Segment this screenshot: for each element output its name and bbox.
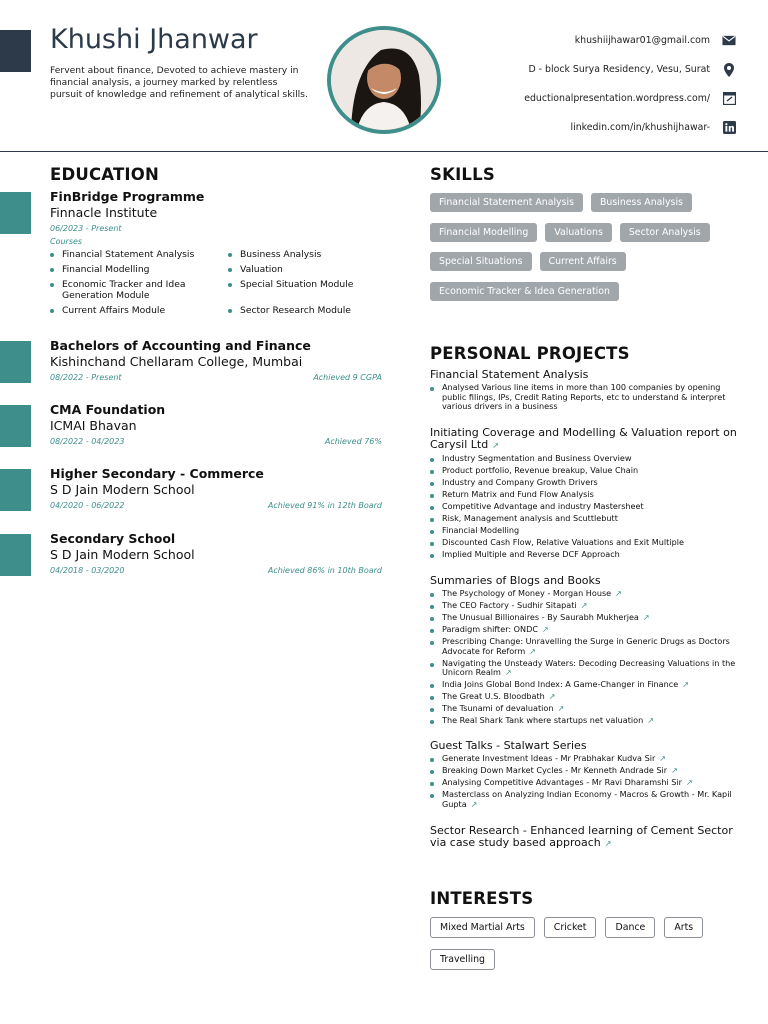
blog-link-text[interactable]: The Real Shark Tank where startups net valuation [442, 715, 644, 725]
contact-website-text[interactable]: eductionalpresentation.wordpress.com/ [524, 93, 710, 104]
education-degree: FinBridge Programme [50, 189, 205, 204]
external-link-icon[interactable]: ↗ [685, 778, 693, 787]
skill-tag: Valuations [545, 223, 612, 242]
education-achievement: Achieved 91% in 12th Board [267, 501, 382, 510]
course-item: Sector Research Module [228, 305, 382, 316]
blog-link-item[interactable] [430, 692, 738, 702]
blog-link-item[interactable] [430, 589, 738, 599]
blog-link-text[interactable]: Prescribing Change: Unravelling the Surge in Generic Drugs as Doctors Advocate for Reform [442, 636, 730, 656]
blog-link-text[interactable]: The CEO Factory - Sudhir Sitapati [442, 600, 577, 610]
education-entry [50, 466, 382, 511]
interest-tag: Dance [605, 917, 655, 938]
talk-link-text[interactable]: Generate Investment Ideas - Mr Prabhakar Kudva Sir [442, 753, 656, 763]
skill-tag: Current Affairs [540, 252, 626, 271]
skill-tag: Financial Modelling [430, 223, 537, 242]
profile-photo-illustration [331, 30, 437, 130]
course-item: Financial Modelling [50, 264, 228, 275]
education-institution: ICMAI Bhavan [50, 418, 137, 433]
blog-link-text[interactable]: India Joins Global Bond Index: A Game-Changer in Finance [442, 679, 679, 689]
education-achievement: Achieved 76% [324, 437, 382, 446]
education-marker-1 [0, 192, 31, 234]
education-institution: S D Jain Modern School [50, 482, 195, 497]
education-institution: Finnacle Institute [50, 205, 158, 220]
project-bullets [430, 754, 738, 809]
projects-heading: PERSONAL PROJECTS [430, 344, 630, 363]
contact-list [476, 26, 736, 142]
blog-link-item[interactable] [430, 613, 738, 623]
linkedin-icon [722, 121, 736, 135]
course-item: Special Situation Module [228, 279, 382, 301]
project-bullet: Return Matrix and Fund Flow Analysis [430, 490, 738, 500]
project-bullets [430, 383, 738, 412]
interest-tag: Cricket [544, 917, 597, 938]
courses-label: Courses [50, 237, 83, 246]
interest-tag: Mixed Martial Arts [430, 917, 535, 938]
course-item: Valuation [228, 264, 382, 275]
education-dates: 08/2022 - Present [50, 373, 122, 382]
education-entry [50, 338, 382, 383]
project-bullet: Industry Segmentation and Business Overview [430, 454, 738, 464]
education-institution: S D Jain Modern School [50, 547, 195, 562]
skill-tag: Special Situations [430, 252, 532, 271]
contact-address-text: D - block Surya Residency, Vesu, Surat [528, 64, 710, 75]
education-meta [50, 437, 382, 447]
education-entry [50, 402, 382, 447]
education-entry [50, 189, 382, 320]
external-link-icon[interactable]: ↗ [647, 716, 654, 725]
education-marker-5 [0, 534, 31, 576]
project-carysil-coverage [430, 427, 738, 562]
external-link-icon[interactable]: ↗ [548, 692, 556, 701]
project-title: Guest Talks - Stalwart Series [430, 739, 587, 752]
talk-link-text[interactable]: Breaking Down Market Cycles - Mr Kenneth Andrade Sir [442, 765, 668, 775]
skill-tag: Financial Statement Analysis [430, 193, 583, 212]
education-meta [50, 373, 382, 383]
project-title: Summaries of Blogs and Books [430, 574, 601, 587]
external-link-icon[interactable]: ↗ [642, 613, 650, 622]
project-bullet: Competitive Advantage and industry Mastersheet [430, 502, 738, 512]
external-link-icon[interactable]: ↗ [615, 589, 622, 598]
external-link-icon[interactable]: ↗ [659, 754, 666, 763]
project-title[interactable] [430, 825, 738, 850]
project-title-text[interactable]: Sector Research - Enhanced learning of Cement Sector via case study based approach [430, 824, 733, 849]
interest-list [430, 917, 730, 981]
education-meta [50, 501, 382, 511]
talk-link-text[interactable]: Analysing Competitive Advantages - Mr Ravi Dharamshi Sir [442, 777, 682, 787]
education-marker-3 [0, 405, 31, 447]
header-accent-block [0, 30, 31, 72]
external-link-icon[interactable]: ↗ [492, 441, 499, 450]
skill-tag: Economic Tracker & Idea Generation [430, 282, 619, 301]
education-degree: Bachelors of Accounting and Finance [50, 338, 311, 353]
skill-tag: Sector Analysis [620, 223, 710, 242]
location-pin-icon [722, 63, 736, 77]
education-marker-4 [0, 469, 31, 511]
envelope-icon [722, 34, 736, 48]
blog-link-item[interactable] [430, 704, 738, 714]
education-dates: 04/2018 - 03/2020 [50, 566, 125, 575]
course-item: Economic Tracker and Idea Generation Module [50, 279, 228, 301]
project-bullets [430, 454, 738, 560]
profile-summary: Fervent about finance, Devoted to achieve mastery in financial analysis, a journey marked by relentless pursuit of knowledge and refinement of analytical skills. [50, 65, 308, 100]
blog-link-item[interactable] [430, 659, 738, 678]
education-dates: 08/2022 - 04/2023 [50, 437, 125, 446]
education-meta [50, 224, 382, 234]
education-dates: 06/2023 - Present [50, 224, 122, 233]
project-bullet: Industry and Company Growth Drivers [430, 478, 738, 488]
education-achievement: Achieved 86% in 10th Board [267, 566, 382, 575]
education-entry [50, 531, 382, 576]
interest-tag: Arts [664, 917, 703, 938]
blog-link-text[interactable]: The Tsunami of devaluation [442, 703, 554, 713]
interest-tag: Travelling [430, 949, 495, 970]
project-bullet: Implied Multiple and Reverse DCF Approach [430, 550, 738, 560]
course-item: Current Affairs Module [50, 305, 228, 316]
education-degree: Higher Secondary - Commerce [50, 466, 264, 481]
course-list [50, 249, 382, 320]
project-blog-summaries [430, 575, 738, 728]
header-divider [0, 151, 768, 152]
blog-link-item[interactable] [430, 625, 738, 635]
skills-heading: SKILLS [430, 165, 495, 184]
project-bullet: Risk, Management analysis and Scuttlebutt [430, 514, 738, 524]
external-link-icon[interactable]: ↗ [542, 625, 549, 634]
blog-link-text[interactable]: Navigating the Unsteady Waters: Decoding Decreasing Valuations in the Unicorn Realm [442, 657, 736, 677]
blog-link-item[interactable] [430, 601, 738, 611]
education-degree: Secondary School [50, 531, 176, 546]
contact-email-text[interactable]: khushiijhawar01@gmail.com [574, 35, 710, 46]
external-link-icon[interactable]: ↗ [580, 601, 588, 610]
external-link-icon[interactable]: ↗ [470, 799, 478, 809]
project-bullet: Analysed Various line items in more than 100 companies by opening public filings, IPs, Credit Rating Reports, etc to understand & interpret various drivers in a business [430, 383, 738, 412]
blog-link-text[interactable]: The Unusual Billionaires - By Saurabh Mukherjea [442, 612, 639, 622]
project-sector-research [430, 825, 738, 850]
interests-heading: INTERESTS [430, 889, 534, 908]
education-institution: Kishinchand Chellaram College, Mumbai [50, 354, 303, 369]
education-meta [50, 566, 382, 576]
external-link-icon[interactable]: ↗ [671, 766, 678, 775]
blog-link-item[interactable] [430, 680, 738, 690]
contact-address [476, 55, 736, 84]
contact-website[interactable] [476, 84, 736, 113]
talk-link-item[interactable] [430, 778, 738, 788]
blog-link-text[interactable]: The Great U.S. Bloodbath [442, 691, 545, 701]
website-icon [722, 92, 736, 106]
blog-link-text[interactable]: Paradigm shifter: ONDC [442, 624, 538, 634]
external-link-icon[interactable]: ↗ [682, 680, 689, 689]
education-marker-2 [0, 341, 31, 383]
blog-link-item[interactable] [430, 637, 738, 656]
contact-linkedin-text[interactable]: linkedin.com/in/khushijhawar- [570, 122, 710, 133]
project-title-text[interactable]: Initiating Coverage and Modelling & Valuation report on Carysil Ltd [430, 426, 737, 451]
external-link-icon[interactable]: ↗ [604, 839, 612, 848]
candidate-name: Khushi Jhanwar [50, 24, 258, 55]
talk-link-item[interactable] [430, 790, 738, 809]
blog-link-text[interactable]: The Psychology of Money - Morgan House [442, 588, 612, 598]
external-link-icon[interactable]: ↗ [529, 646, 536, 656]
project-financial-statement-analysis [430, 369, 738, 414]
talk-link-item[interactable] [430, 766, 738, 776]
contact-email[interactable] [476, 26, 736, 55]
talk-link-item[interactable] [430, 754, 738, 764]
course-item: Business Analysis [228, 249, 382, 260]
project-bullet: Product portfolio, Revenue breakup, Value Chain [430, 466, 738, 476]
education-heading: EDUCATION [50, 165, 159, 184]
blog-link-item[interactable] [430, 716, 738, 726]
education-achievement: Achieved 9 CGPA [313, 373, 382, 382]
project-bullet: Financial Modelling [430, 526, 738, 536]
project-guest-talks [430, 740, 738, 812]
skill-tag-list [430, 193, 740, 311]
profile-photo [327, 26, 441, 134]
contact-linkedin[interactable] [476, 113, 736, 142]
external-link-icon[interactable]: ↗ [504, 668, 512, 677]
project-bullets [430, 589, 738, 726]
project-bullet: Discounted Cash Flow, Relative Valuations and Exit Multiple [430, 538, 738, 548]
education-degree: CMA Foundation [50, 402, 166, 417]
education-dates: 04/2020 - 06/2022 [50, 501, 125, 510]
external-link-icon[interactable]: ↗ [557, 704, 565, 713]
skill-tag: Business Analysis [591, 193, 692, 212]
project-title[interactable] [430, 427, 738, 452]
project-title: Financial Statement Analysis [430, 368, 589, 381]
talk-link-text[interactable]: Masterclass on Analyzing Indian Economy - Macros & Growth - Mr. Kapil Gupta [442, 789, 732, 809]
course-item: Financial Statement Analysis [50, 249, 228, 260]
